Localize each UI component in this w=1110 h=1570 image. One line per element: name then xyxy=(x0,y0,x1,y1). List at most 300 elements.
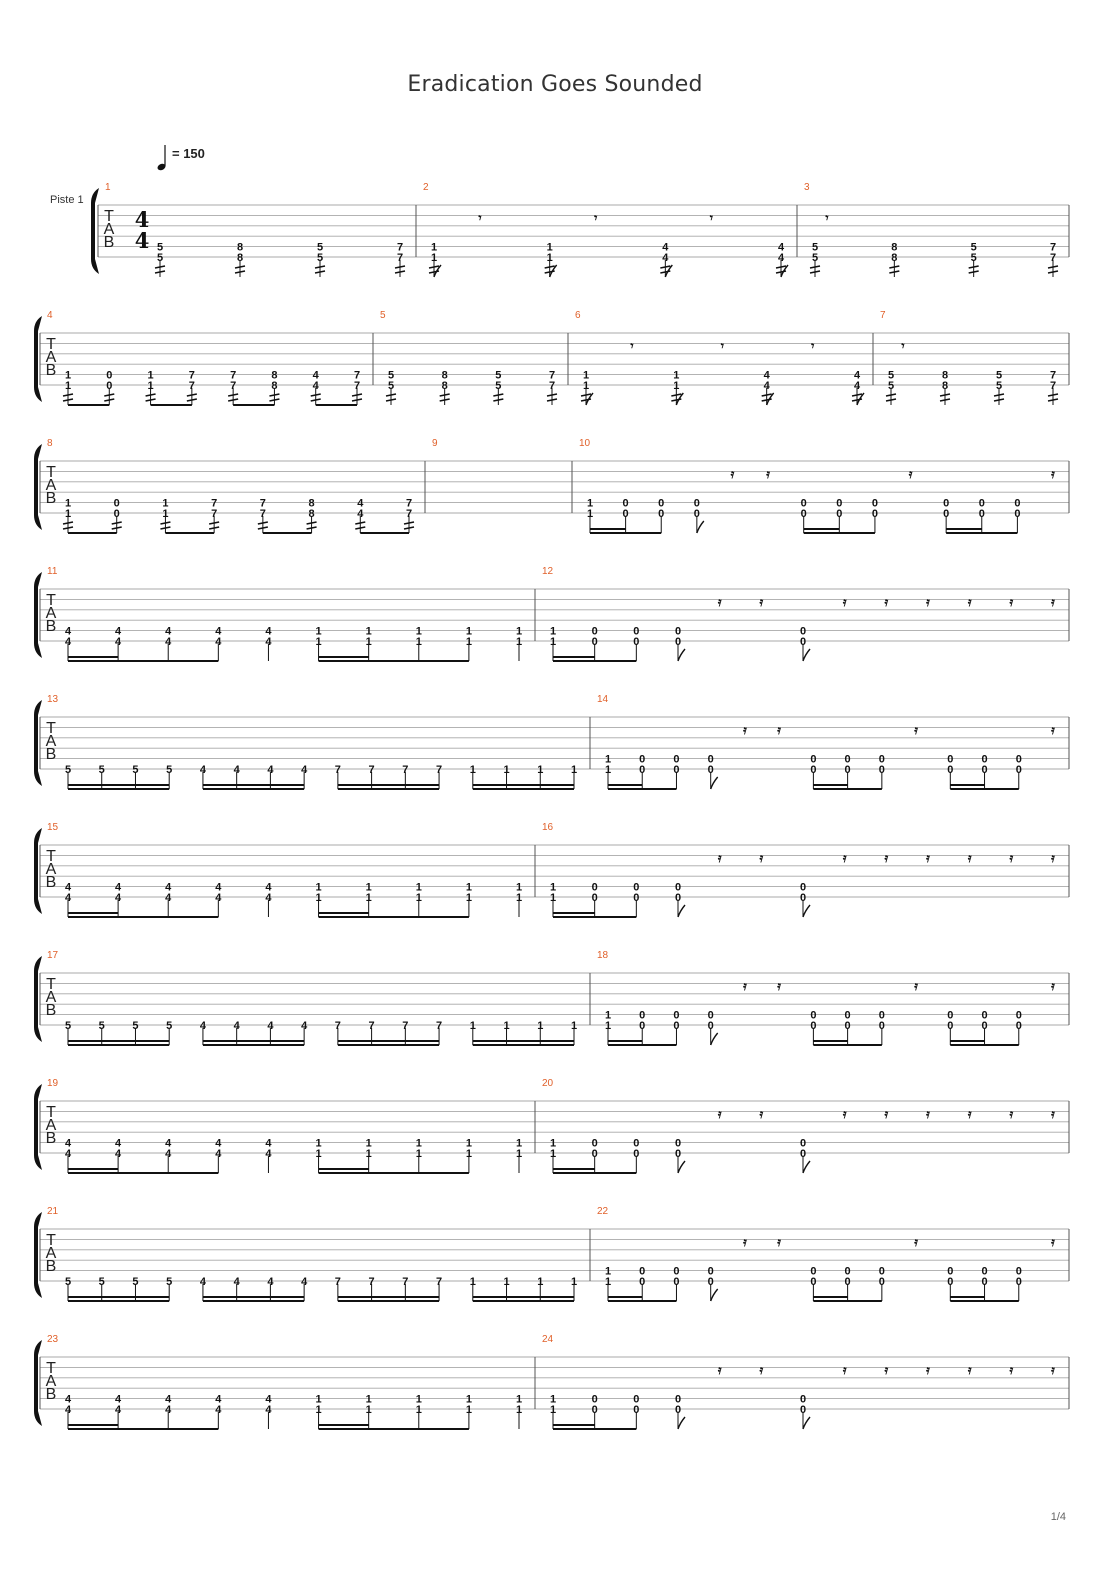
fret-number: 1 xyxy=(570,1020,578,1032)
fret-number: 1 xyxy=(586,497,594,510)
dead-note-mark xyxy=(352,399,362,401)
fret-number: 1 xyxy=(315,1404,322,1416)
fret-number: 0 xyxy=(943,497,950,510)
fret-number: 1 xyxy=(315,1393,322,1406)
fret-number: 4 xyxy=(64,881,72,894)
dead-note-mark xyxy=(146,394,156,396)
fret-number: 0 xyxy=(1015,753,1022,766)
tab-clef-letter: B xyxy=(45,1002,57,1019)
sixteenth-rest-icon: 𝄿 xyxy=(884,1363,889,1377)
fret-number: 7 xyxy=(405,497,413,510)
fret-number: 1 xyxy=(315,625,322,638)
fret-number: 7 xyxy=(188,369,195,382)
fret-number: 0 xyxy=(799,1137,807,1150)
time-signature-numerator: 4 xyxy=(134,207,150,232)
fret-number: 1 xyxy=(537,1020,544,1032)
note-beam-secondary xyxy=(203,784,237,786)
fret-number: 4 xyxy=(64,1404,72,1416)
dead-note-mark xyxy=(63,527,73,529)
fret-number: 0 xyxy=(707,1020,714,1032)
note-beam xyxy=(316,404,357,406)
fret-number: 1 xyxy=(415,625,422,638)
note-beam xyxy=(68,788,169,790)
fret-number: 1 xyxy=(582,380,590,392)
fret-number: 1 xyxy=(365,636,372,648)
measure-number: 8 xyxy=(47,438,53,449)
note-flag xyxy=(678,649,685,661)
fret-number: 7 xyxy=(402,764,409,776)
page-number: 1/4 xyxy=(1050,1511,1066,1523)
sixteenth-rest-icon: 𝄿 xyxy=(842,851,847,865)
dead-note-mark xyxy=(63,522,73,524)
fret-number: 0 xyxy=(106,380,113,392)
dead-note-mark xyxy=(307,527,317,529)
tab-clef-letter: A xyxy=(45,861,57,878)
fret-number: 1 xyxy=(582,369,590,382)
dead-note-mark xyxy=(440,399,450,401)
fret-number: 1 xyxy=(515,636,523,648)
fret-number: 0 xyxy=(591,625,598,638)
note-beam xyxy=(203,1300,304,1302)
fret-number: 5 xyxy=(970,252,977,264)
dead-note-mark xyxy=(547,394,557,396)
fret-number: 0 xyxy=(591,1148,598,1160)
fret-number: 7 xyxy=(368,764,375,776)
fret-number: 7 xyxy=(548,380,556,392)
fret-number: 7 xyxy=(368,1276,375,1288)
fret-number: 1 xyxy=(415,1404,422,1416)
note-beam-secondary xyxy=(68,656,118,658)
dead-note-mark xyxy=(852,399,862,401)
fret-number: 1 xyxy=(64,508,72,520)
fret-number: 0 xyxy=(947,1276,954,1288)
fret-number: 4 xyxy=(115,1404,122,1416)
fret-number: 1 xyxy=(64,497,72,510)
fret-number: 1 xyxy=(315,1148,322,1160)
fret-number: 0 xyxy=(878,1020,885,1032)
fret-number: 5 xyxy=(132,764,139,776)
fret-number: 1 xyxy=(162,497,169,510)
note-flag xyxy=(803,905,810,917)
fret-number: 1 xyxy=(365,1137,372,1150)
dead-note-mark xyxy=(104,399,114,401)
fret-number: 0 xyxy=(799,1404,807,1416)
fret-number: 1 xyxy=(515,625,523,638)
dead-note-mark xyxy=(315,266,325,268)
fret-number: 1 xyxy=(415,892,422,904)
eighth-rest-icon: 𝄾 xyxy=(811,339,815,353)
dead-note-mark xyxy=(307,522,317,524)
sixteenth-rest-icon: 𝄿 xyxy=(743,723,747,737)
note-beam-secondary xyxy=(319,912,369,914)
fret-number: 0 xyxy=(947,1265,954,1278)
tab-clef-letter: T xyxy=(46,1232,56,1249)
dead-note-mark xyxy=(352,394,362,396)
sixteenth-rest-icon: 𝄿 xyxy=(967,1363,972,1377)
note-beam xyxy=(950,1300,1018,1302)
note-beam xyxy=(338,788,439,790)
note-beam-secondary xyxy=(473,784,507,786)
eighth-rest-icon: 𝄾 xyxy=(825,211,829,225)
note-beam xyxy=(553,1172,636,1174)
sixteenth-rest-icon: 𝄿 xyxy=(842,1363,847,1377)
dead-note-mark xyxy=(852,394,862,396)
fret-number: 1 xyxy=(415,881,422,894)
note-beam xyxy=(68,916,218,918)
note-beam-secondary xyxy=(68,1424,118,1426)
tab-clef-letter: A xyxy=(45,1373,57,1390)
note-beam xyxy=(473,788,574,790)
sixteenth-rest-icon: 𝄿 xyxy=(1051,723,1055,737)
note-beam-secondary xyxy=(203,1296,237,1298)
fret-number: 7 xyxy=(396,252,404,264)
system-brace xyxy=(34,444,42,530)
fret-number: 4 xyxy=(165,636,172,648)
note-beam-secondary xyxy=(372,784,406,786)
fret-number: 0 xyxy=(639,1009,646,1022)
dead-note-mark xyxy=(386,399,396,401)
measure-number: 23 xyxy=(47,1334,59,1345)
measure-number: 6 xyxy=(575,310,581,321)
fret-number: 1 xyxy=(604,764,612,776)
fret-number: 1 xyxy=(503,1276,510,1288)
fret-number: 4 xyxy=(215,881,222,894)
sixteenth-rest-icon: 𝄿 xyxy=(967,851,972,865)
fret-number: 8 xyxy=(891,252,898,264)
sixteenth-rest-icon: 𝄿 xyxy=(1009,851,1014,865)
note-beam-secondary xyxy=(338,1040,372,1042)
fret-number: 4 xyxy=(267,1276,274,1288)
note-beam xyxy=(151,404,192,406)
note-beam xyxy=(813,1044,881,1046)
note-beam-secondary xyxy=(608,1296,642,1298)
note-beam-secondary xyxy=(405,1040,439,1042)
fret-number: 1 xyxy=(64,380,72,392)
fret-number: 0 xyxy=(981,1265,988,1278)
fret-number: 4 xyxy=(853,369,861,382)
note-beam xyxy=(68,1172,218,1174)
fret-number: 0 xyxy=(981,764,988,776)
measure-number: 15 xyxy=(47,822,59,833)
note-beam-secondary xyxy=(135,1296,169,1298)
note-beam xyxy=(946,532,1017,534)
fret-number: 5 xyxy=(887,369,895,382)
fret-number: 0 xyxy=(947,1020,954,1032)
note-beam xyxy=(813,788,881,790)
sixteenth-rest-icon: 𝄿 xyxy=(1051,979,1055,993)
fret-number: 4 xyxy=(267,1020,274,1032)
fret-number: 0 xyxy=(947,764,954,776)
tempo-label: = 150 xyxy=(172,146,205,161)
note-beam-secondary xyxy=(102,1040,136,1042)
fret-number: 1 xyxy=(64,369,72,382)
fret-number: 5 xyxy=(156,252,164,264)
fret-number: 7 xyxy=(188,380,195,392)
fret-number: 0 xyxy=(799,881,807,894)
fret-number: 1 xyxy=(503,1020,510,1032)
fret-number: 0 xyxy=(707,1265,714,1278)
fret-number: 0 xyxy=(981,1276,988,1288)
fret-number: 5 xyxy=(811,241,819,254)
fret-number: 7 xyxy=(396,241,404,254)
tab-clef-letter: B xyxy=(45,1386,57,1403)
fret-number: 1 xyxy=(365,625,372,638)
dead-note-mark xyxy=(112,522,122,524)
note-beam-secondary xyxy=(507,784,541,786)
note-flag xyxy=(711,1033,718,1045)
note-beam-secondary xyxy=(319,1424,369,1426)
dead-note-mark xyxy=(112,527,122,529)
fret-number: 0 xyxy=(871,497,878,510)
fret-number: 8 xyxy=(941,380,949,392)
fret-number: 1 xyxy=(537,764,544,776)
dead-note-mark xyxy=(258,522,268,524)
fret-number: 5 xyxy=(166,1020,173,1032)
fret-number: 4 xyxy=(199,764,206,776)
fret-number: 0 xyxy=(693,497,700,510)
fret-number: 0 xyxy=(810,764,817,776)
system-brace xyxy=(34,1340,42,1426)
fret-number: 4 xyxy=(265,625,272,638)
fret-number: 0 xyxy=(622,497,629,510)
sixteenth-rest-icon: 𝄿 xyxy=(717,851,722,865)
fret-number: 1 xyxy=(604,1020,612,1032)
fret-number: 4 xyxy=(265,1404,272,1416)
fret-number: 5 xyxy=(166,1276,173,1288)
note-beam-secondary xyxy=(270,1296,304,1298)
fret-number: 4 xyxy=(115,625,122,638)
measure-number: 21 xyxy=(47,1206,59,1217)
fret-number: 8 xyxy=(236,241,244,254)
fret-number: 1 xyxy=(365,1404,372,1416)
note-beam xyxy=(338,1044,439,1046)
sixteenth-rest-icon: 𝄿 xyxy=(1009,1107,1014,1121)
sixteenth-rest-icon: 𝄿 xyxy=(759,1363,764,1377)
fret-number: 1 xyxy=(315,881,322,894)
fret-number: 1 xyxy=(315,892,322,904)
dead-note-mark xyxy=(258,527,268,529)
dead-note-mark xyxy=(762,394,772,396)
sixteenth-rest-icon: 𝄿 xyxy=(884,851,889,865)
fret-number: 7 xyxy=(1049,369,1057,382)
note-beam-secondary xyxy=(608,1040,642,1042)
fret-number: 4 xyxy=(115,1148,122,1160)
sixteenth-rest-icon: 𝄿 xyxy=(777,723,781,737)
fret-number: 1 xyxy=(673,369,680,382)
fret-number: 1 xyxy=(315,1137,322,1150)
dead-note-mark xyxy=(1048,399,1058,401)
note-beam-secondary xyxy=(135,784,169,786)
note-beam-secondary xyxy=(540,1040,574,1042)
fret-number: 5 xyxy=(316,252,324,264)
fret-number: 0 xyxy=(633,881,640,894)
fret-number: 1 xyxy=(465,892,472,904)
fret-number: 1 xyxy=(546,241,553,254)
dead-note-mark xyxy=(395,271,405,273)
system-brace xyxy=(34,700,42,786)
sixteenth-rest-icon: 𝄿 xyxy=(717,1107,722,1121)
dead-note-mark xyxy=(187,399,197,401)
tab-clef-letter: B xyxy=(45,746,57,763)
fret-number: 4 xyxy=(215,625,222,638)
sixteenth-rest-icon: 𝄿 xyxy=(777,1235,781,1249)
fret-number: 4 xyxy=(267,764,274,776)
fret-number: 0 xyxy=(639,1276,646,1288)
fret-number: 1 xyxy=(365,1393,372,1406)
note-beam-secondary xyxy=(68,1168,118,1170)
sixteenth-rest-icon: 𝄿 xyxy=(777,979,781,993)
note-beam xyxy=(553,1428,636,1430)
fret-number: 1 xyxy=(465,881,472,894)
fret-number: 4 xyxy=(115,636,122,648)
fret-number: 5 xyxy=(132,1276,139,1288)
note-beam-secondary xyxy=(203,1040,237,1042)
dead-note-mark xyxy=(994,394,1004,396)
fret-number: 1 xyxy=(515,1404,523,1416)
fret-number: 7 xyxy=(548,369,556,382)
fret-number: 0 xyxy=(674,1137,682,1150)
fret-number: 0 xyxy=(673,1020,680,1032)
note-beam-secondary xyxy=(319,656,369,658)
fret-number: 0 xyxy=(674,1404,682,1416)
eighth-rest-icon: 𝄾 xyxy=(478,211,482,225)
fret-number: 1 xyxy=(365,892,372,904)
measure-number: 10 xyxy=(579,438,591,449)
fret-number: 4 xyxy=(265,636,272,648)
fret-number: 0 xyxy=(106,369,113,382)
fret-number: 0 xyxy=(591,881,598,894)
fret-number: 7 xyxy=(402,1020,409,1032)
dead-note-mark xyxy=(228,394,238,396)
fret-number: 4 xyxy=(357,497,364,510)
fret-number: 0 xyxy=(981,753,988,766)
note-beam-secondary xyxy=(813,1296,847,1298)
dead-note-mark xyxy=(395,266,405,268)
fret-number: 1 xyxy=(549,1137,557,1150)
fret-number: 0 xyxy=(633,892,640,904)
fret-number: 0 xyxy=(658,497,665,510)
fret-number: 0 xyxy=(844,753,851,766)
sixteenth-rest-icon: 𝄿 xyxy=(759,595,764,609)
fret-number: 0 xyxy=(799,636,807,648)
note-flag xyxy=(711,777,718,789)
fret-number: 4 xyxy=(265,1393,272,1406)
fret-number: 0 xyxy=(707,753,714,766)
measure-number: 16 xyxy=(542,822,554,833)
sixteenth-rest-icon: 𝄿 xyxy=(1051,595,1055,609)
note-beam-secondary xyxy=(405,1296,439,1298)
note-beam-secondary xyxy=(950,1040,984,1042)
dead-note-mark xyxy=(940,394,950,396)
note-beam-secondary xyxy=(372,1040,406,1042)
fret-number: 4 xyxy=(265,1148,272,1160)
fret-number: 1 xyxy=(537,1276,544,1288)
fret-number: 4 xyxy=(115,892,122,904)
fret-number: 4 xyxy=(64,636,72,648)
fret-number: 5 xyxy=(887,380,895,392)
dead-note-mark xyxy=(63,394,73,396)
sixteenth-rest-icon: 𝄿 xyxy=(914,979,918,993)
fret-number: 0 xyxy=(633,1137,640,1150)
fret-number: 1 xyxy=(365,1148,372,1160)
sixteenth-rest-icon: 𝄿 xyxy=(926,1107,930,1121)
fret-number: 0 xyxy=(674,881,682,894)
note-beam-secondary xyxy=(553,1168,595,1170)
fret-number: 4 xyxy=(233,1276,240,1288)
fret-number: 4 xyxy=(777,252,785,264)
fret-number: 7 xyxy=(259,497,266,510)
fret-number: 1 xyxy=(415,636,422,648)
note-beam-secondary xyxy=(540,784,574,786)
fret-number: 0 xyxy=(639,1020,646,1032)
fret-number: 7 xyxy=(353,380,361,392)
fret-number: 8 xyxy=(441,380,448,392)
fret-number: 0 xyxy=(943,508,950,520)
fret-number: 4 xyxy=(165,881,172,894)
fret-number: 1 xyxy=(673,380,680,392)
fret-number: 0 xyxy=(810,1276,817,1288)
song-title: Eradication Goes Sounded xyxy=(407,72,703,97)
dead-note-mark xyxy=(104,394,114,396)
fret-number: 4 xyxy=(115,881,122,894)
note-beam-secondary xyxy=(68,784,102,786)
note-beam-secondary xyxy=(405,784,439,786)
fret-number: 1 xyxy=(147,380,154,392)
note-beam xyxy=(68,1300,169,1302)
fret-number: 1 xyxy=(515,1393,523,1406)
fret-number: 0 xyxy=(836,508,843,520)
fret-number: 0 xyxy=(947,1009,954,1022)
sixteenth-rest-icon: 𝄿 xyxy=(967,595,972,609)
fret-number: 4 xyxy=(265,881,272,894)
fret-number: 4 xyxy=(115,1393,122,1406)
fret-number: 0 xyxy=(673,1265,680,1278)
fret-number: 0 xyxy=(799,625,807,638)
fret-number: 5 xyxy=(970,241,977,254)
note-beam xyxy=(950,1044,1018,1046)
fret-number: 0 xyxy=(878,753,885,766)
measure-number: 24 xyxy=(542,1334,554,1345)
sixteenth-rest-icon: 𝄿 xyxy=(743,979,747,993)
fret-number: 1 xyxy=(315,636,322,648)
fret-number: 0 xyxy=(707,764,714,776)
tab-clef-letter: B xyxy=(45,362,57,379)
tab-clef-letter: B xyxy=(103,234,115,251)
sixteenth-rest-icon: 𝄿 xyxy=(1051,851,1055,865)
note-beam-secondary xyxy=(473,1040,507,1042)
note-beam-secondary xyxy=(540,1296,574,1298)
fret-number: 5 xyxy=(156,241,164,254)
dead-note-mark xyxy=(235,271,245,273)
measure-number: 22 xyxy=(597,1206,609,1217)
sixteenth-rest-icon: 𝄿 xyxy=(908,467,913,481)
fret-number: 8 xyxy=(441,369,448,382)
fret-number: 1 xyxy=(415,1393,422,1406)
fret-number: 5 xyxy=(64,1020,72,1032)
fret-number: 1 xyxy=(549,1404,557,1416)
dead-note-mark xyxy=(429,266,439,268)
fret-number: 0 xyxy=(633,1404,640,1416)
fret-number: 4 xyxy=(165,892,172,904)
system-brace xyxy=(34,572,42,658)
fret-number: 0 xyxy=(978,497,985,510)
note-flag xyxy=(678,905,685,917)
eighth-rest-icon: 𝄾 xyxy=(709,211,713,225)
note-beam xyxy=(319,1428,469,1430)
fret-number: 4 xyxy=(64,1393,72,1406)
note-beam-secondary xyxy=(553,1424,595,1426)
fret-number: 0 xyxy=(844,764,851,776)
